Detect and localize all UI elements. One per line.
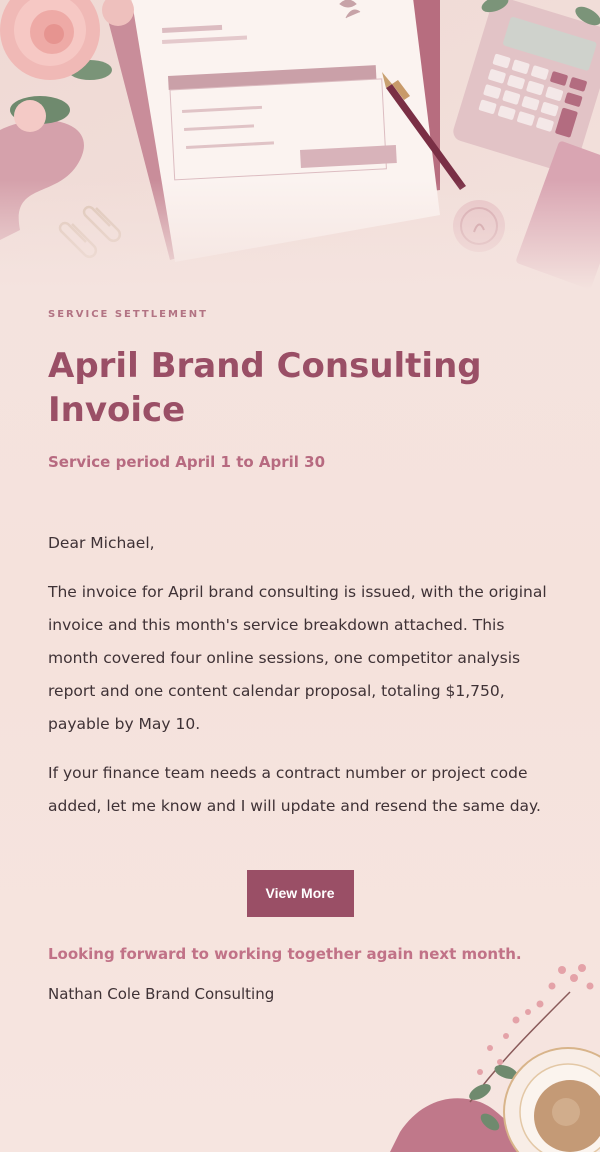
service-period: Service period April 1 to April 30 (48, 453, 326, 471)
email-title: April Brand Consulting Invoice (48, 346, 482, 430)
signature: Nathan Cole Brand Consulting (48, 985, 275, 1003)
email-content (48, 300, 558, 1003)
greeting: Dear Michael, (48, 534, 155, 552)
view-more-button[interactable]: View More (247, 870, 354, 917)
email-body (48, 527, 558, 823)
hero-illustration (0, 0, 600, 290)
closing-line: Looking forward to working together again next month. (48, 945, 522, 963)
cta-wrapper (48, 870, 552, 917)
footer-illustration (330, 952, 600, 1152)
body-paragraph: The invoice for April brand consulting is issued, with the original invoice and this month's service breakdown attached. This month covered four online sessions, one competitor analysis report and one content calendar proposal, totaling $1,750, payable by May 10. (48, 583, 547, 733)
body-paragraph: If your finance team needs a contract number or project code added, let me know and I will update and resend the same day. (48, 764, 541, 815)
coffee-cup-icon (504, 1048, 600, 1152)
eyebrow-label: SERVICE SETTLEMENT (48, 309, 208, 320)
